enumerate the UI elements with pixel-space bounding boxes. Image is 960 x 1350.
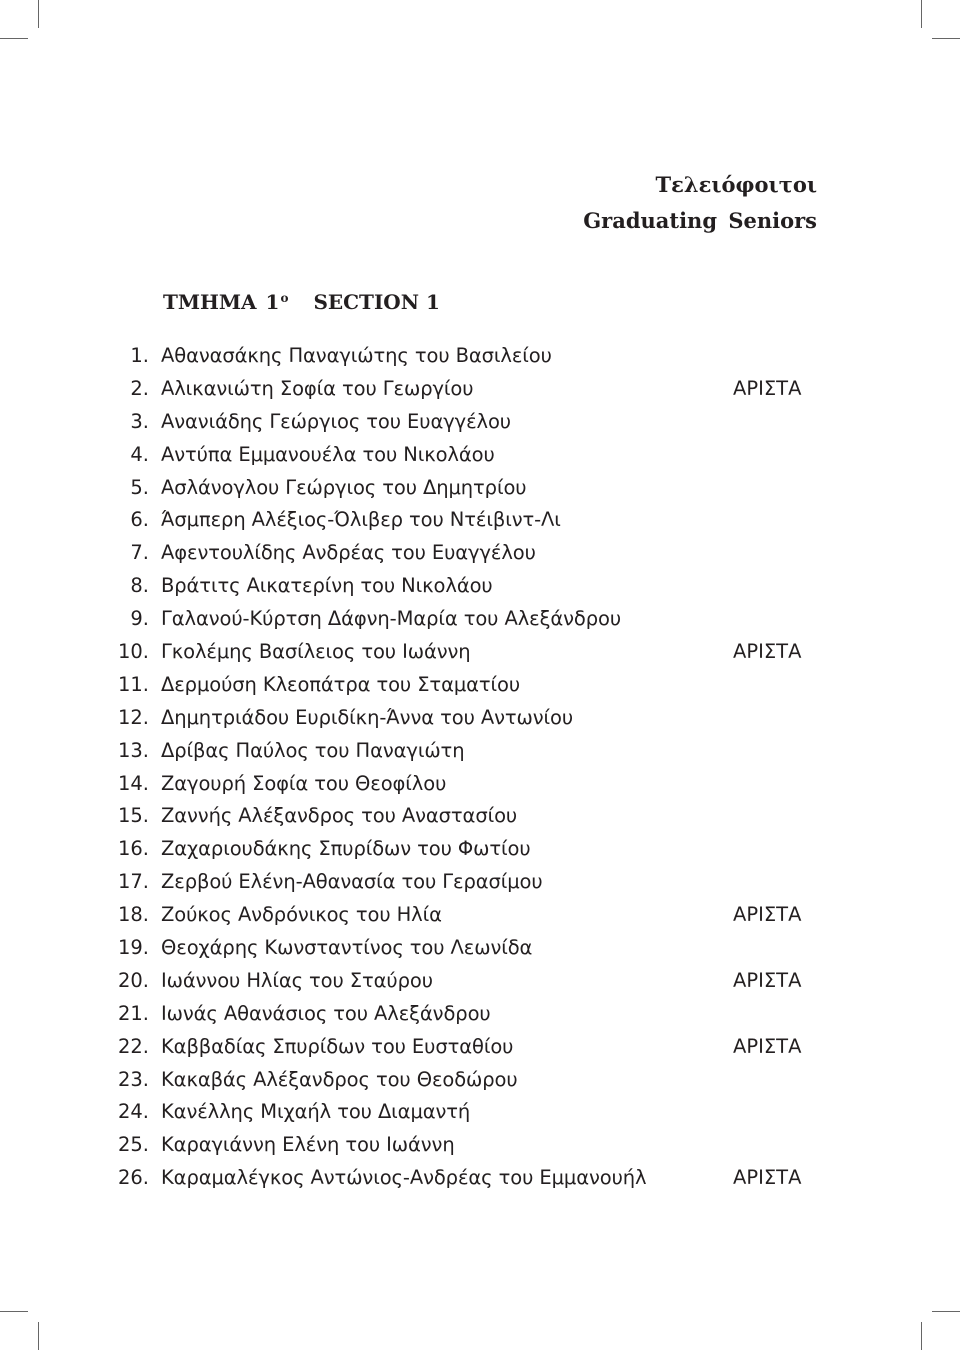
list-item (0, 603, 960, 636)
student-name: Καραμαλέγκος Αντώνιος-Ανδρέας του Εμμανουήλ (161, 1166, 647, 1190)
honor-badge: ΑΡΙΣΤΑ (733, 1034, 802, 1058)
list-item-number: 24. (117, 1100, 149, 1124)
list-item-number: 20. (117, 968, 149, 992)
student-name: Ιωάννου Ηλίας του Σταύρου (161, 968, 433, 992)
list-item-number: 10. (117, 640, 149, 664)
list-item (0, 702, 960, 735)
page-title-greek: Τελειόφοιτοι (655, 172, 817, 197)
list-item (0, 1031, 960, 1064)
list-item-number: 3. (130, 409, 149, 433)
student-name: Άσμπερη Αλέξιος-Όλιβερ του Ντέιβιντ-Λι (161, 508, 561, 532)
student-name: Δρίβας Παύλος του Παναγιώτη (161, 738, 465, 762)
list-item-number: 26. (117, 1166, 149, 1190)
student-name: Βράτιτς Αικατερίνη του Νικολάου (161, 574, 493, 598)
crop-mark-top-left-h (0, 38, 28, 39)
student-name: Ανανιάδης Γεώργιος του Ευαγγέλου (161, 409, 511, 433)
list-item (0, 833, 960, 866)
section-ordinal-mark: ο (280, 291, 289, 305)
section-label-english: SECTION (313, 290, 419, 314)
list-item (0, 636, 960, 669)
student-name: Γκολέμης Βασίλειος του Ιωάννη (161, 640, 471, 664)
student-name: Δερμούση Κλεοπάτρα του Σταματίου (161, 672, 521, 696)
section-label-greek: ΤΜΗΜΑ (163, 290, 257, 314)
list-item (0, 965, 960, 998)
student-name: Ζαχαριουδάκης Σπυρίδων του Φωτίου (161, 837, 531, 861)
crop-mark-top-right-h (932, 38, 960, 39)
list-item (0, 899, 960, 932)
list-item-number: 19. (117, 936, 149, 960)
student-name: Ζούκος Ανδρόνικος του Ηλία (161, 903, 442, 927)
list-item-number: 22. (117, 1034, 149, 1058)
list-item-number: 5. (130, 475, 149, 499)
list-item-number: 2. (130, 376, 149, 400)
honor-badge: ΑΡΙΣΤΑ (733, 903, 802, 927)
list-item-number: 15. (117, 804, 149, 828)
list-item-number: 23. (117, 1067, 149, 1091)
list-item (0, 504, 960, 537)
list-item (0, 1096, 960, 1129)
list-item (0, 570, 960, 603)
list-item (0, 866, 960, 899)
list-item-number: 8. (130, 574, 149, 598)
list-item (0, 1129, 960, 1162)
list-item (0, 537, 960, 570)
student-name: Ζαννής Αλέξανδρος του Αναστασίου (161, 804, 518, 828)
list-item (0, 472, 960, 505)
list-item (0, 998, 960, 1031)
list-item (0, 669, 960, 702)
page-title-english: Graduating Seniors (583, 208, 817, 233)
honor-badge: ΑΡΙΣΤΑ (733, 968, 802, 992)
list-item-number: 4. (130, 442, 149, 466)
student-name: Ζερβού Ελένη-Αθανασία του Γερασίμου (161, 870, 543, 894)
crop-mark-top-right-v (921, 0, 922, 28)
crop-mark-bottom-right-h (932, 1311, 960, 1312)
honor-badge: ΑΡΙΣΤΑ (733, 376, 802, 400)
list-item-number: 7. (130, 541, 149, 565)
crop-mark-bottom-right-v (921, 1322, 922, 1350)
honor-badge: ΑΡΙΣΤΑ (733, 1166, 802, 1190)
list-item-number: 17. (117, 870, 149, 894)
section-number: 1 (265, 290, 280, 314)
honor-badge: ΑΡΙΣΤΑ (733, 640, 802, 664)
student-name: Αφεντουλίδης Ανδρέας του Ευαγγέλου (161, 541, 536, 565)
list-item-number: 25. (117, 1133, 149, 1157)
list-item-number: 16. (117, 837, 149, 861)
student-name: Ιωνάς Αθανάσιος του Αλεξάνδρου (161, 1001, 491, 1025)
crop-mark-bottom-left-h (0, 1311, 28, 1312)
list-item-number: 13. (117, 738, 149, 762)
crop-mark-bottom-left-v (38, 1322, 39, 1350)
list-item (0, 1162, 960, 1195)
list-item (0, 406, 960, 439)
list-item (0, 800, 960, 833)
student-name: Θεοχάρης Κωνσταντίνος του Λεωνίδα (161, 936, 533, 960)
list-item-number: 18. (117, 903, 149, 927)
student-name: Αντύπα Εμμανουέλα του Νικολάου (161, 442, 495, 466)
list-item-number: 21. (117, 1001, 149, 1025)
student-list (0, 340, 960, 1195)
student-name: Αθανασάκης Παναγιώτης του Βασιλείου (161, 344, 552, 367)
student-name: Καραγιάννη Ελένη του Ιωάννη (161, 1133, 455, 1157)
list-item-number: 12. (117, 705, 149, 729)
student-name: Αλικανιώτη Σοφία του Γεωργίου (161, 376, 474, 400)
list-item (0, 735, 960, 768)
student-name: Γαλανού-Κύρτση Δάφνη-Μαρία του Αλεξάνδρου (161, 607, 622, 631)
list-item-number: 11. (117, 672, 149, 696)
list-item-number: 14. (117, 771, 149, 795)
list-item (0, 932, 960, 965)
student-name: Δημητριάδου Ευριδίκη-Άννα του Αντωνίου (161, 705, 574, 729)
list-item-number: 6. (130, 508, 149, 532)
student-name: Ζαγουρή Σοφία του Θεοφίλου (161, 771, 447, 795)
section-title (163, 290, 440, 314)
list-item (0, 439, 960, 472)
list-item (0, 340, 960, 373)
list-item (0, 768, 960, 801)
list-item (0, 1064, 960, 1097)
student-name: Ασλάνογλου Γεώργιος του Δημητρίου (161, 475, 527, 499)
section-number-english: 1 (425, 290, 440, 314)
student-name: Κανέλλης Μιχαήλ του Διαμαντή (161, 1100, 471, 1124)
list-item-number: 9. (130, 607, 149, 631)
student-name: Κακαβάς Αλέξανδρος του Θεοδώρου (161, 1067, 518, 1091)
crop-mark-top-left-v (38, 0, 39, 28)
student-name: Καββαδίας Σπυρίδων του Ευσταθίου (161, 1034, 514, 1058)
list-item (0, 373, 960, 406)
list-item-number: 1. (130, 344, 149, 367)
